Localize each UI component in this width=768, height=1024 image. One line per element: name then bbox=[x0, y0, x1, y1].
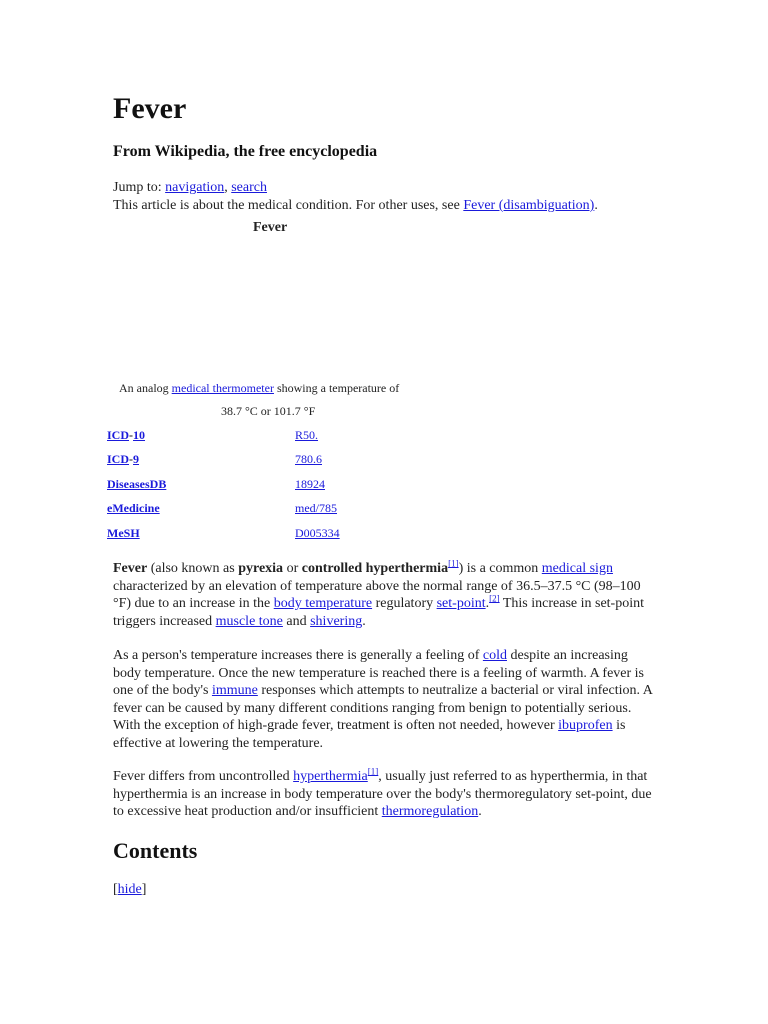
page-subtitle: From Wikipedia, the free encyclopedia bbox=[113, 143, 378, 160]
hyperthermia-link[interactable]: hyperthermia bbox=[293, 769, 368, 784]
infobox-caption-temperature: 38.7 °C or 101.7 °F bbox=[221, 404, 316, 418]
jump-search-link[interactable]: search bbox=[231, 180, 267, 195]
diseasesdb-link[interactable]: DiseasesDB bbox=[107, 477, 167, 491]
disambiguation-link[interactable]: Fever (disambiguation) bbox=[463, 198, 595, 213]
infobox-key bbox=[107, 452, 139, 467]
term-pyrexia: pyrexia bbox=[238, 561, 284, 576]
hatnote bbox=[113, 198, 598, 214]
text: Fever differs from uncontrolled bbox=[113, 769, 294, 784]
text: responses which attempts to neutralize a bacterial or viral infection. A fever can be caused by many different conditions ranging from benign to potentially serious. With the exception of high-grade fever, treatment is often not needed, however bbox=[113, 683, 653, 733]
emedicine-link[interactable]: eMedicine bbox=[107, 501, 160, 515]
text: or bbox=[283, 561, 302, 576]
term-fever: Fever bbox=[113, 561, 148, 576]
immune-link[interactable]: immune bbox=[211, 683, 258, 698]
text: As a person's temperature increases there is generally a feeling of bbox=[113, 648, 483, 663]
text: . bbox=[485, 596, 490, 611]
bracket-open: [ bbox=[113, 882, 118, 897]
medical-sign-link[interactable]: medical sign bbox=[541, 561, 613, 576]
bracket-close: ] bbox=[141, 882, 147, 897]
paragraph-hyperthermia bbox=[113, 768, 658, 821]
muscle-tone-link[interactable]: muscle tone bbox=[215, 613, 283, 629]
text: despite an increasing body temperature. Once the new temperature is reached there is a feeling of warmth. A fever is one of the body's bbox=[113, 648, 645, 698]
cold-link[interactable]: cold bbox=[482, 648, 507, 663]
caption-pre: An analog bbox=[119, 381, 169, 395]
text: characterized by an elevation of temperature above the normal range of 36.5–37.5 °C (98–100 °F) due to an increase in the bbox=[113, 578, 641, 611]
jump-label: Jump to: bbox=[113, 180, 162, 195]
infobox-value-link[interactable]: R50. bbox=[295, 428, 319, 442]
key-separator: - bbox=[129, 452, 134, 466]
contents-heading: Contents bbox=[113, 838, 198, 863]
text: regulatory bbox=[372, 596, 437, 611]
icd-version-link[interactable]: 10 bbox=[133, 428, 146, 442]
text: . bbox=[362, 613, 366, 629]
infobox-caption bbox=[119, 381, 399, 396]
mesh-link[interactable]: MeSH bbox=[107, 526, 140, 540]
paragraph-intro bbox=[113, 560, 658, 630]
infobox-row-icd9 bbox=[107, 452, 507, 470]
infobox-value-link[interactable]: med/785 bbox=[295, 501, 337, 515]
hide-contents-link[interactable]: hide bbox=[117, 882, 142, 897]
set-point-link[interactable]: set-point bbox=[436, 596, 486, 611]
text: This increase in set-point triggers increased bbox=[113, 596, 644, 629]
term-controlled-hyperthermia: controlled hyperthermia bbox=[301, 561, 449, 576]
key-separator: - bbox=[129, 428, 134, 442]
text: and bbox=[282, 613, 311, 629]
text: . bbox=[478, 804, 482, 819]
page-title: Fever bbox=[113, 92, 187, 125]
jump-separator: , bbox=[224, 180, 228, 195]
reference-link[interactable]: [1] bbox=[367, 766, 379, 777]
infobox-value-link[interactable]: 18924 bbox=[295, 477, 325, 491]
hatnote-text: This article is about the medical condition. For other uses, see bbox=[113, 198, 460, 213]
body-temperature-link[interactable]: body temperature bbox=[273, 596, 373, 611]
shivering-link[interactable]: shivering bbox=[310, 613, 363, 629]
infobox-title: Fever bbox=[253, 220, 288, 235]
infobox-value-link[interactable]: D005334 bbox=[295, 526, 340, 540]
text: , usually just referred to as hyperthermia, in that hyperthermia is an increase in body temperature over the body's thermoregulatory set-point, due to excessive heat production and/or insufficient bbox=[113, 769, 652, 819]
infobox-row-diseasesdb bbox=[107, 477, 507, 495]
jump-links bbox=[113, 180, 267, 196]
hatnote-end: . bbox=[594, 198, 598, 213]
medical-thermometer-link[interactable]: medical thermometer bbox=[171, 381, 274, 395]
paragraph-symptoms bbox=[113, 647, 658, 752]
ibuprofen-link[interactable]: ibuprofen bbox=[558, 718, 613, 733]
jump-navigation-link[interactable]: navigation bbox=[165, 180, 225, 195]
text: (also known as bbox=[147, 561, 239, 576]
infobox-row-mesh bbox=[107, 526, 507, 544]
infobox-row-icd10 bbox=[107, 428, 507, 446]
thermoregulation-link[interactable]: thermoregulation bbox=[381, 804, 479, 819]
text: is effective at lowering the temperature. bbox=[113, 718, 626, 751]
reference-link[interactable]: [1] bbox=[448, 558, 459, 569]
icd-link[interactable]: ICD bbox=[107, 452, 130, 466]
infobox-row-emedicine bbox=[107, 501, 507, 519]
icd-link[interactable]: ICD bbox=[107, 428, 130, 442]
caption-post: showing a temperature of bbox=[276, 381, 400, 395]
icd-version-link[interactable]: 9 bbox=[133, 452, 140, 466]
reference-link[interactable]: [2] bbox=[489, 593, 500, 604]
contents-toggle bbox=[113, 882, 146, 898]
infobox-value-link[interactable]: 780.6 bbox=[295, 452, 322, 466]
infobox-key bbox=[107, 428, 145, 443]
text: ) is a common bbox=[458, 561, 542, 576]
